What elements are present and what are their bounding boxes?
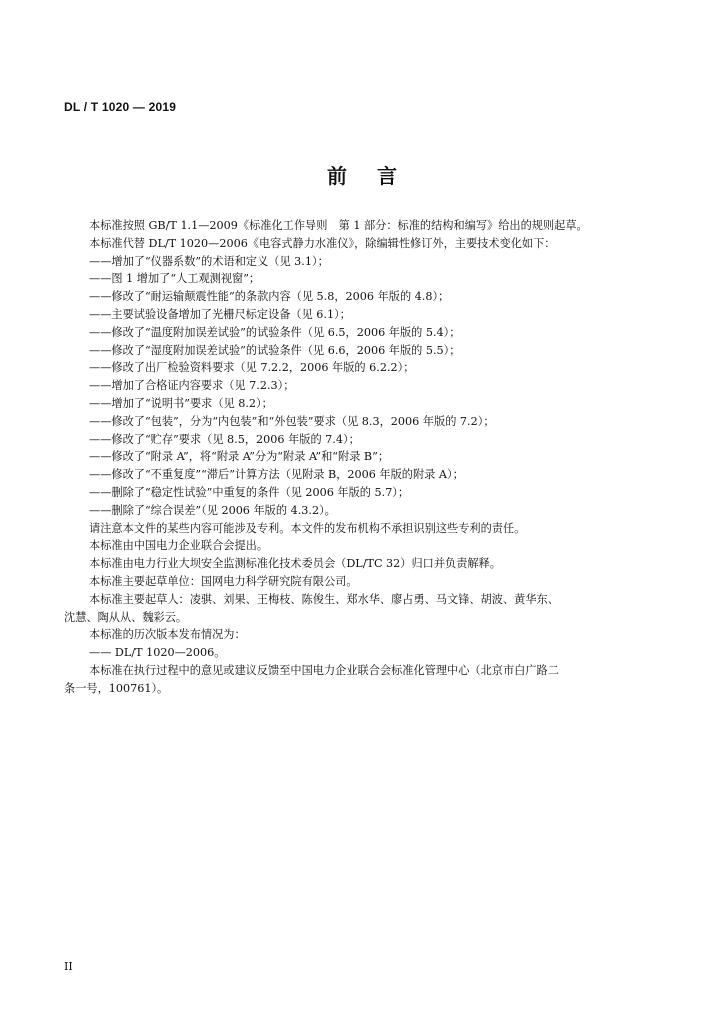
list-item: ——修改了“贮存”要求（见 8.5，2006 年版的 7.4）； <box>89 432 360 446</box>
list-item: ——修改了“温度附加误差试验”的试验条件（见 6.5，2006 年版的 5.4）； <box>89 325 461 339</box>
list-item: ——修改了出厂检验资料要求（见 7.2.2，2006 年版的 6.2.2）； <box>89 361 415 375</box>
list-item: ——图 1 增加了“人工观测视窗”； <box>89 272 261 286</box>
history-item: —— DL/T 1020—2006。 <box>89 646 226 660</box>
list-item: ——删除了“稳定性试验”中重复的条件（见 2006 年版的 5.7）； <box>89 485 410 499</box>
feedback-line-1: 本标准在执行过程中的意见或建议反馈至中国电力企业联合会标准化管理中心（北京市白广路二 <box>89 663 559 677</box>
list-item: ——修改了“湿度附加误差试验”的试验条件（见 6.6，2006 年版的 5.5）； <box>89 343 461 357</box>
paragraph: 本标准主要起草单位：国网电力科学研究院有限公司。 <box>89 574 358 588</box>
list-item: ——修改了“包装”，分为“内包装”和“外包装”要求（见 8.3，2006 年版的 7.2）； <box>89 414 495 428</box>
list-item: ——增加了“仪器系数”的术语和定义（见 3.1）； <box>89 254 329 268</box>
document-code: DL / T 1020 — 2019 <box>64 100 177 114</box>
paragraph: 本标准代替 DL/T 1020—2006《电容式静力水准仪》，除编辑性修订外，主要技术变化如下： <box>89 236 556 250</box>
feedback-paragraph <box>64 662 637 698</box>
list-item: ——修改了“耐运输颠震性能”的条款内容（见 5.8，2006 年版的 4.8）； <box>89 290 450 304</box>
history-intro: 本标准的历次版本发布情况为： <box>89 628 246 642</box>
list-item: ——增加了“说明书”要求（见 8.2）； <box>89 396 273 410</box>
drafters-line-2: 沈慧、陶从从、魏彩云。 <box>64 610 188 624</box>
paragraph: 本标准由中国电力企业联合会提出。 <box>89 539 269 553</box>
paragraph: 请注意本文件的某些内容可能涉及专利。本文件的发布机构不承担识别这些专利的责任。 <box>89 521 526 535</box>
list-item: ——删除了“综合误差”（见 2006 年版的 4.3.2）。 <box>89 503 336 517</box>
feedback-line-2: 条一号，100761）。 <box>64 681 169 695</box>
list-item: ——修改了“附录 A”，将“附录 A”分为“附录 A”和“附录 B”； <box>89 450 390 464</box>
paragraph: 本标准按照 GB/T 1.1—2009《标准化工作导则 第 1 部分：标准的结构和编写》给出的规则起草。 <box>89 219 588 232</box>
drafters-line-1: 本标准主要起草人：凌骐、刘果、王梅枝、陈俊生、郑水华、廖占勇、马文锋、胡波、黄华东、 <box>89 592 559 606</box>
list-item: ——增加了合格证内容要求（见 7.2.3）； <box>89 379 295 393</box>
list-item: ——修改了“不重复度”“滞后”计算方法（见附录 B，2006 年版的附录 A）； <box>89 468 464 482</box>
list-item: ——主要试验设备增加了光栅尺标定设备（见 6.1）； <box>89 307 351 321</box>
paragraph: 本标准由电力行业大坝安全监测标准化技术委员会（DL/TC 32）归口并负责解释。 <box>89 557 501 571</box>
page-title: 前言 <box>327 164 427 188</box>
foreword-body <box>64 217 637 698</box>
drafters-paragraph <box>64 591 637 627</box>
page-number: II <box>64 960 73 973</box>
